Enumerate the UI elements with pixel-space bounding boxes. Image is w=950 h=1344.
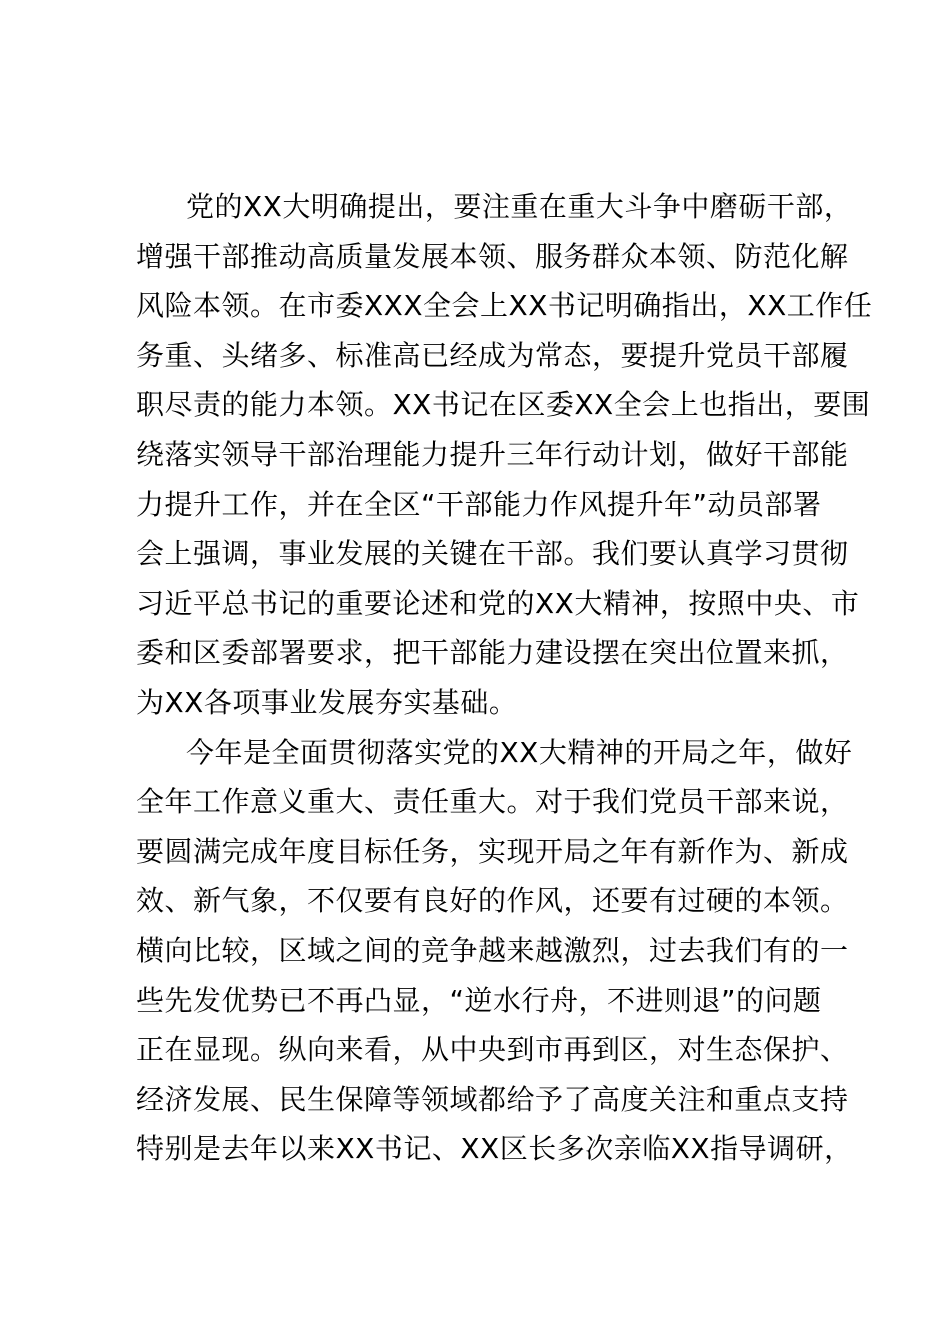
text-line: 习近平总书记的重要论述和党的XX大精神，按照中央、市: [136, 586, 860, 620]
text-line: 职尽责的能力本领。XX书记在区委XX全会上也指出，要围: [136, 388, 871, 422]
document-body: [136, 182, 873, 1174]
text-line: 力提升工作，并在全区“干部能力作风提升年”动员部署: [136, 487, 822, 521]
text-line: 风险本领。在市委XXX全会上XX书记明确指出，XX工作任: [136, 289, 873, 323]
text-line: 效、新气象，不仅要有良好的作风，还要有过硬的本领。: [136, 884, 849, 918]
text-line: 绕落实领导干部治理能力提升三年行动计划，做好干部能: [136, 437, 849, 471]
text-line: 务重、头绪多、标准高已经成为常态，要提升党员干部履: [136, 338, 849, 372]
text-line: 要圆满完成年度目标任务，实现开局之年有新作为、新成: [136, 834, 849, 868]
text-line: 经济发展、民生保障等领域都给予了高度关注和重点支持: [136, 1082, 849, 1116]
text-line: 会上强调，事业发展的关键在干部。我们要认真学习贯彻: [136, 537, 849, 571]
text-line: 增强干部推动高质量发展本领、服务群众本领、防范化解: [136, 239, 849, 273]
text-line: 特别是去年以来XX书记、XX区长多次亲临XX指导调研，: [136, 1132, 853, 1166]
text-line: 为XX各项事业发展夯实基础。: [136, 685, 518, 719]
text-line: 党的XX大明确提出，要注重在重大斗争中磨砺干部，: [186, 190, 853, 223]
text-line: 正在显现。纵向来看，从中央到市再到区，对生态保护、: [136, 1033, 849, 1067]
text-line: 横向比较，区域之间的竞争越来越激烈，过去我们有的一: [136, 933, 849, 967]
text-line: 委和区委部署要求，把干部能力建设摆在突出位置来抓，: [136, 636, 849, 670]
text-line: 全年工作意义重大、责任重大。对于我们党员干部来说，: [136, 785, 849, 819]
paragraph-1: [136, 182, 873, 728]
text-line: 今年是全面贯彻落实党的XX大精神的开局之年，做好: [186, 735, 853, 769]
text-line: 些先发优势已不再凸显，“逆水行舟，不进则退”的问题: [136, 983, 822, 1017]
paragraph-2: [136, 728, 856, 1174]
